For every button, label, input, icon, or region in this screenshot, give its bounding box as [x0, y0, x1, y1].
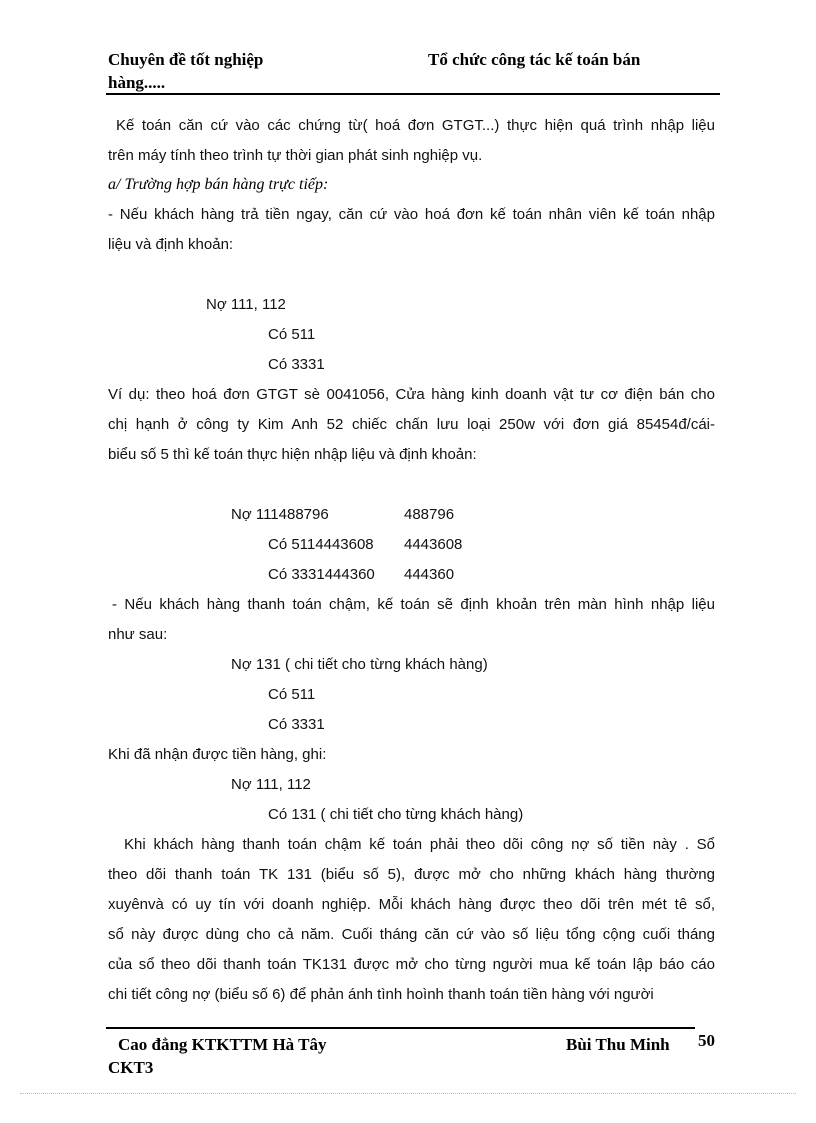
entry-3-credit-1: Có 511 — [268, 686, 316, 703]
page-bottom-dotted-border — [20, 1093, 796, 1094]
entry-2-row-1-amount: 488796 — [404, 506, 455, 523]
paragraph-5-line-1: Khi khách hàng thanh toán chậm kế toán phải theo dõi công nợ số tiền này . Sổ — [124, 836, 715, 853]
footer-author: Bùi Thu Minh — [566, 1035, 670, 1054]
paragraph-5-line-4: sổ này được dùng cho cả năm. Cuối tháng căn cứ vào số liệu tổng cộng cuối tháng — [108, 926, 715, 943]
header-title-left-cont: hàng..... — [108, 73, 166, 92]
footer-rule — [106, 1027, 695, 1029]
header-title-right: Tổ chức công tác kế toán bán — [428, 50, 641, 69]
entry-1-credit-1: Có 511 — [268, 326, 316, 343]
example-line-2: chị hạnh ở công ty Kim Anh 52 chiếc chấn lưu loại 250w với đơn giá 85454đ/cái- — [108, 416, 715, 433]
entry-2-row-2-amount: 4443608 — [404, 536, 463, 553]
paragraph-5-line-2: theo dõi thanh toán TK 131 (biểu số 5), được mở cho những khách hàng thường — [108, 866, 715, 883]
entry-1-credit-2: Có 3331 — [268, 356, 325, 373]
header-title-left: Chuyên đề tốt nghiệp — [108, 50, 264, 69]
entry-4-debit: Nợ 111, 112 — [231, 776, 311, 793]
paragraph-1-line-2: trên máy tính theo trình tự thời gian phát sinh nghiệp vụ. — [108, 147, 483, 164]
entry-4-credit: Có 131 ( chi tiết cho từng khách hàng) — [268, 806, 524, 823]
page-number: 50 — [698, 1031, 715, 1050]
entry-2-row-3-account: Có 3331444360 — [268, 566, 375, 583]
paragraph-1-line-1: Kế toán căn cứ vào các chứng từ( hoá đơn GTGT...) thực hiện quá trình nhập liệu — [116, 117, 715, 134]
entry-3-debit: Nợ 131 ( chi tiết cho từng khách hàng) — [231, 656, 488, 673]
header-rule — [106, 93, 720, 95]
section-heading-a: a/ Trường hợp bán hàng trực tiếp: — [108, 176, 329, 193]
entry-2-row-1-account: Nợ 111488796 — [231, 506, 329, 523]
example-line-1: Ví dụ: theo hoá đơn GTGT sè 0041056, Cửa hàng kinh doanh vật tư cơ điện bán cho — [108, 386, 715, 403]
paragraph-5-line-5: của sổ theo dõi thanh toán TK131 được mở cho từng người mua kế toán lập báo cáo — [108, 956, 715, 973]
entry-3-credit-2: Có 3331 — [268, 716, 325, 733]
entry-2-row-2-account: Có 5114443608 — [268, 536, 374, 553]
entry-1-debit: Nợ 111, 112 — [206, 296, 286, 313]
paragraph-5-line-6: chi tiết công nợ (biểu số 6) để phản ánh tình hoình thanh toán tiền hàng với người — [108, 986, 654, 1003]
paragraph-3-line-2: như sau: — [108, 626, 168, 643]
footer-class: CKT3 — [108, 1058, 154, 1077]
paragraph-2-line-2: liệu và định khoản: — [108, 236, 234, 253]
paragraph-3-line-1: - Nếu khách hàng thanh toán chậm, kế toán sẽ định khoản trên màn hình nhập liệu — [112, 596, 715, 613]
footer-school: Cao đẳng KTKTTM Hà Tây — [118, 1035, 327, 1054]
paragraph-4: Khi đã nhận được tiền hàng, ghi: — [108, 746, 327, 763]
example-line-3: biểu số 5 thì kế toán thực hiện nhập liệu và định khoản: — [108, 446, 477, 463]
paragraph-5-line-3: xuyênvà có uy tín với doanh nghiệp. Mỗi khách hàng được theo dõi trên mét tê sổ, — [108, 896, 715, 913]
paragraph-2-line-1: - Nếu khách hàng trả tiền ngay, căn cứ vào hoá đơn kế toán nhân viên kế toán nhập — [108, 206, 715, 223]
entry-2-row-3-amount: 444360 — [404, 566, 455, 583]
